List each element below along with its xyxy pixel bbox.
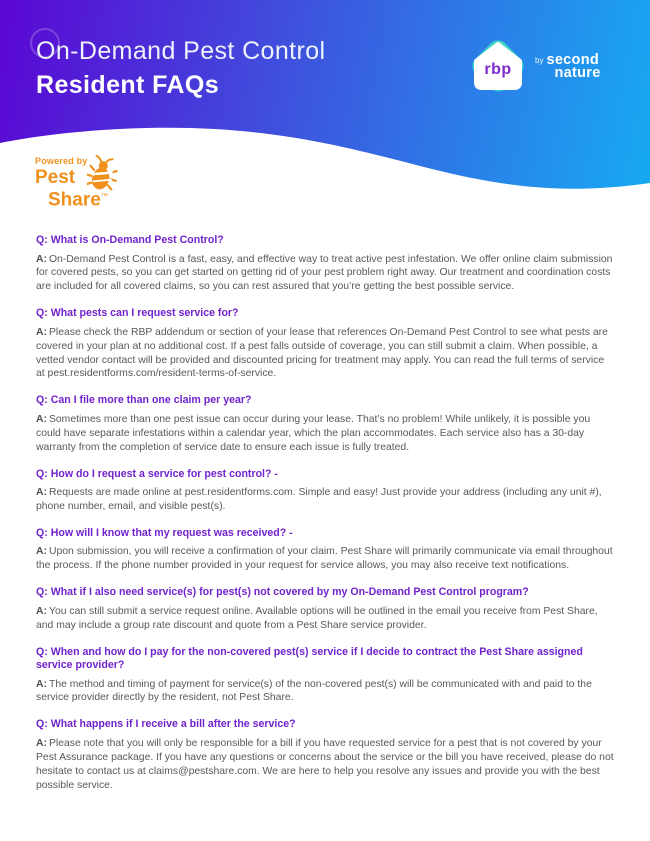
- question-text: Q: How do I request a service for pest control? -: [36, 467, 278, 480]
- trademark-symbol: ™: [100, 193, 108, 200]
- answer-text: A: The method and timing of payment for service(s) of the non-covered pest(s) will be communicated with and paid to the service provider directly by the resident, not Pest Share.: [36, 678, 592, 704]
- answer-prefix: A:: [36, 605, 47, 617]
- faq-item: [36, 468, 614, 514]
- question-text: Q: What if I also need service(s) for pest(s) not covered by my On-Demand Pest Control program?: [36, 586, 529, 599]
- answer-text: A: You can still submit a service request online. Available options will be outlined in the email you receive from Pest Share, and may include a group rate discount and quote from a Pest Share service provider.: [36, 605, 598, 631]
- question-text: Q: What pests can I request service for?: [36, 307, 239, 320]
- question-text: Q: How will I know that my request was received? -: [36, 526, 293, 539]
- faq-item: [36, 307, 614, 381]
- faq-item: [36, 234, 614, 294]
- answer-prefix: A:: [36, 737, 47, 749]
- beetle-icon: [87, 155, 119, 193]
- powered-by-label: Powered by: [35, 156, 88, 166]
- page-title: On-Demand Pest Control: [36, 37, 326, 65]
- answer-text: A: Upon submission, you will receive a confirmation of your claim. Pest Share will primarily communicate via email throughout the process. If the phone number provided in your request for service allows, you may also receive text notifications.: [36, 546, 613, 572]
- answer-text: A: Requests are made online at pest.residentforms.com. Simple and easy! Just provide your address (including any unit #), phone number, email, and visible pest(s).: [36, 487, 602, 512]
- question-text: Q: Can I file more than one claim per year?: [36, 394, 252, 407]
- second-nature-wordmark: [535, 54, 601, 80]
- answer-text: A: On-Demand Pest Control is a fast, easy, and effective way to treat active pest infestation. We offer online claim submission for covered pests, so you can get started on getting rid of your pest problem right away. Our treatment and coordination costs are included for all covered claims, so you can rest assured that you’re getting the best possible service.: [36, 253, 613, 293]
- answer-prefix: A:: [36, 413, 47, 425]
- answer-text: A: Please note that you will only be responsible for a bill if you have requested service for a pest that is not covered by your Pest Assurance package. If you have any questions or concerns about the service or the bill you have received, please do not hesitate to contact us at claims@pestshare.com. We are here to help you resolve any issues and provide you with the best possible service.: [36, 737, 614, 791]
- second-nature-line2: nature: [554, 65, 601, 81]
- question-text: Q: What is On-Demand Pest Control?: [36, 234, 224, 246]
- answer-text: A: Sometimes more than one pest issue can occur during your lease. That’s no problem! While unlikely, it is possible you could have separate infestations within a calendar year, which the plan accommodates. Each service also has a 30-day warranty from the completion of service date to ensure each issue is fully treated.: [36, 413, 591, 453]
- pestshare-wordmark-line2: Share™: [48, 189, 108, 211]
- second-nature-stack: [546, 54, 600, 80]
- answer-prefix: A:: [36, 678, 47, 690]
- faq-list: [36, 234, 614, 792]
- second-nature-line1: second: [546, 52, 600, 68]
- question-text: Q: What happens if I receive a bill after the service?: [36, 718, 296, 731]
- faq-item: [36, 646, 614, 706]
- title-block: [36, 36, 325, 100]
- answer-prefix: A:: [36, 326, 47, 338]
- faq-item: [36, 718, 614, 792]
- faq-item: [36, 394, 614, 454]
- answer-text: A: Please check the RBP addendum or section of your lease that references On-Demand Pest Control to see what pests are covered in your plan at no additional cost. If a pest falls outside of coverage, you can still submit a claim. When possible, a vetted vendor contact will be provided and discounted pricing for treatment may apply. You can read the full terms of service at pest.residentforms.com/resident-terms-of-service.: [36, 326, 608, 380]
- answer-prefix: A:: [36, 546, 47, 558]
- question-text: Q: When and how do I pay for the non-covered pest(s) service if I decide to contract the Pest Share assigned service provider?: [36, 645, 583, 671]
- by-label: by: [535, 56, 544, 65]
- rbp-logo: [470, 38, 526, 94]
- answer-prefix: A:: [36, 253, 47, 265]
- page-subtitle: Resident FAQs: [36, 71, 220, 99]
- pestshare-wordmark-line1: Pest: [35, 167, 76, 188]
- answer-prefix: A:: [36, 487, 47, 499]
- pestshare-logo: [35, 156, 108, 209]
- faq-item: [36, 586, 614, 632]
- rbp-wordmark: rbp: [484, 61, 512, 78]
- faq-item: [36, 527, 614, 573]
